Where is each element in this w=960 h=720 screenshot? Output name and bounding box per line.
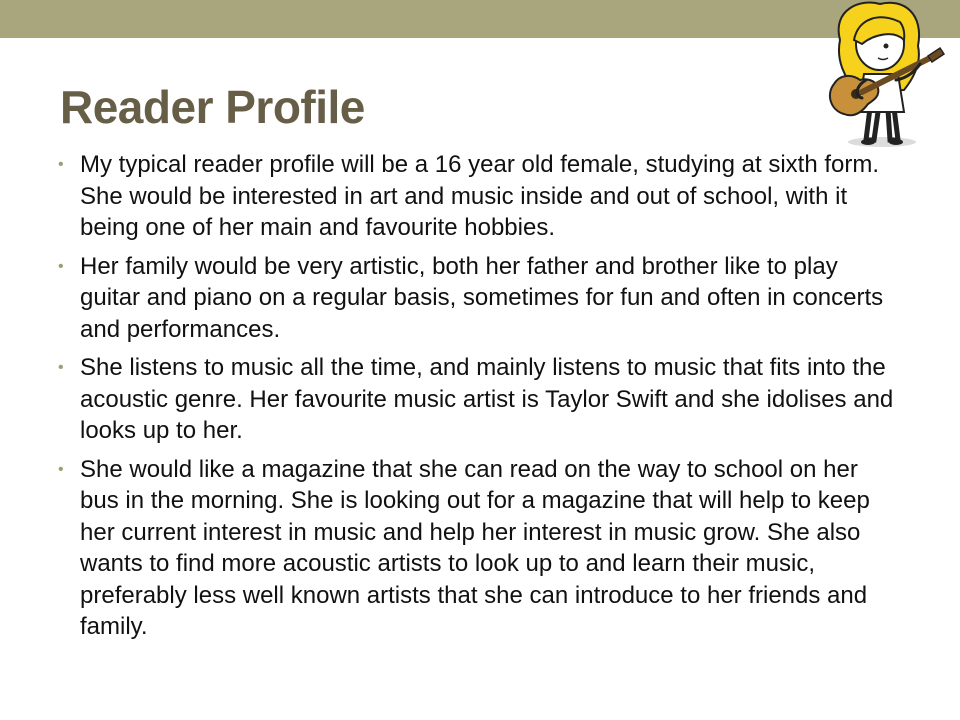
bullet-icon: •: [58, 460, 64, 478]
bullet-text: My typical reader profile will be a 16 year old female, studying at sixth form. She would be interested in art and music inside and out of school, with it being one of her main and favourite hobbies.: [80, 151, 880, 241]
bullet-item: [58, 454, 898, 643]
guitar-headstock: [928, 48, 944, 62]
bullet-item: [58, 251, 898, 346]
bullet-icon: •: [58, 156, 64, 173]
ground-shadow: [848, 137, 916, 147]
bullet-icon: •: [58, 359, 64, 376]
bullet-item: [58, 352, 898, 447]
bullet-icon: •: [58, 257, 64, 275]
slide-title: Reader Profile: [60, 81, 365, 133]
bullet-list: [58, 149, 898, 650]
bullet-item: [58, 149, 898, 244]
bullet-text: She listens to music all the time, and mainly listens to music that fits into the acoustic genre. Her favourite music artist is Taylor Swift and she idolises and looks up to her.: [80, 354, 894, 444]
left-shoe: [861, 139, 875, 145]
bullet-text: She would like a magazine that she can read on the way to school on her bus in the morning. She is looking out for a magazine that will help to keep her current interest in music and help her interest in music grow. She also wants to find more acoustic artists to look up to and learn their music, preferably less well known artists that she can introduce to her friends and family.: [80, 455, 870, 640]
guitarist-girl-illustration: [800, 0, 960, 155]
eye: [884, 44, 889, 49]
right-shoe: [889, 139, 903, 145]
bullet-text: Her family would be very artistic, both her father and brother like to play guitar and piano on a regular basis, sometimes for fun and often in concerts and performances.: [80, 252, 884, 343]
